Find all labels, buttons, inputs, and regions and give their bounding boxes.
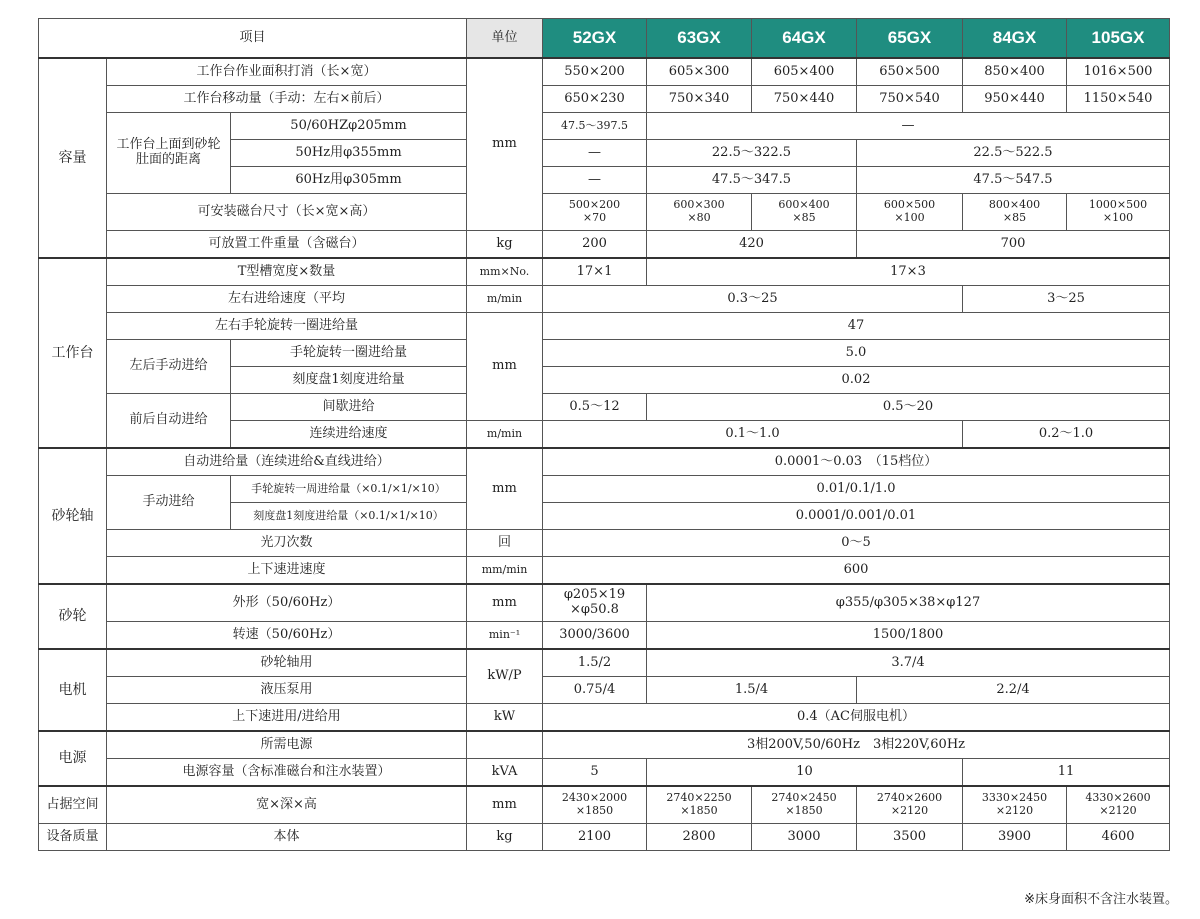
value-cell: 11 [963, 759, 1170, 787]
value-cell: 0.3～25 [543, 286, 963, 313]
row-label: 可放置工件重量（含磁台） [107, 231, 467, 259]
row-label: 本体 [107, 824, 467, 851]
value-cell: 0.02 [543, 367, 1170, 394]
value-cell: 3～25 [963, 286, 1170, 313]
table-row [39, 394, 1170, 421]
table-row [39, 557, 1170, 585]
value-cell: 700 [857, 231, 1170, 259]
table-row [39, 786, 1170, 824]
value-cell: 650×500 [857, 58, 963, 86]
unit-cell: kW/P [467, 649, 543, 704]
value-cell: 1150×540 [1067, 86, 1170, 113]
header-row [39, 19, 1170, 59]
unit-cell [467, 731, 543, 759]
unit-cell: m/min [467, 421, 543, 449]
group-worktable: 工作台 [39, 258, 107, 448]
sub-label: 50/60HZφ205mm [231, 113, 467, 140]
spec-table [38, 18, 1170, 851]
unit-cell: kVA [467, 759, 543, 787]
row-label: 砂轮轴用 [107, 649, 467, 677]
value-cell: 47.5～397.5 [543, 113, 647, 140]
unit-cell: mm [467, 786, 543, 824]
value-cell: 3330×2450 ×2120 [963, 786, 1067, 824]
unit-cell: mm [467, 584, 543, 622]
group-spindle: 砂轮轴 [39, 448, 107, 584]
value-cell: 2.2/4 [857, 677, 1170, 704]
table-row [39, 194, 1170, 231]
model-105gx: 105GX [1067, 19, 1170, 59]
row-label: 光刀次数 [107, 530, 467, 557]
unit-cell: mm [467, 448, 543, 530]
row-label: 所需电源 [107, 731, 467, 759]
table-row [39, 258, 1170, 286]
row-label: 外形（50/60Hz） [107, 584, 467, 622]
table-row [39, 704, 1170, 732]
group-space: 占据空间 [39, 786, 107, 824]
sub-label: 60Hz用φ305mm [231, 167, 467, 194]
unit-header: 单位 [467, 19, 543, 59]
row-label: 液压泵用 [107, 677, 467, 704]
unit-cell: kg [467, 231, 543, 259]
value-cell: 47.5～347.5 [647, 167, 857, 194]
table-row [39, 622, 1170, 650]
model-65gx: 65GX [857, 19, 963, 59]
value-cell: 17×3 [647, 258, 1170, 286]
table-row [39, 286, 1170, 313]
group-wheel: 砂轮 [39, 584, 107, 649]
row-label: T型槽宽度×数量 [107, 258, 467, 286]
value-cell: 0.0001/0.001/0.01 [543, 503, 1170, 530]
value-cell: 650×230 [543, 86, 647, 113]
value-cell: 4330×2600 ×2120 [1067, 786, 1170, 824]
value-cell: 0.75/4 [543, 677, 647, 704]
model-64gx: 64GX [752, 19, 857, 59]
row-label: 自动进给量（连续进给&直线进给） [107, 448, 467, 476]
table-row [39, 649, 1170, 677]
value-cell: 3000/3600 [543, 622, 647, 650]
value-cell: 600×500 ×100 [857, 194, 963, 231]
value-cell: 1.5/2 [543, 649, 647, 677]
value-cell: — [647, 113, 1170, 140]
table-row [39, 530, 1170, 557]
sub-label: 手轮旋转一周进给量（×0.1/×1/×10） [231, 476, 467, 503]
value-cell: 3相200V,50/60Hz 3相220V,60Hz [543, 731, 1170, 759]
table-row [39, 824, 1170, 851]
value-cell: — [543, 167, 647, 194]
value-cell: 2430×2000 ×1850 [543, 786, 647, 824]
row-label: 转速（50/60Hz） [107, 622, 467, 650]
row-label: 可安装磁台尺寸（长×宽×高） [107, 194, 467, 231]
table-row [39, 231, 1170, 259]
sub-label: 刻度盘1刻度进给量（×0.1/×1/×10） [231, 503, 467, 530]
item-header: 项目 [39, 19, 467, 59]
value-cell: 950×440 [963, 86, 1067, 113]
value-cell: 0～5 [543, 530, 1170, 557]
value-cell: 5.0 [543, 340, 1170, 367]
value-cell: 0.0001～0.03 （15档位） [543, 448, 1170, 476]
value-cell: 200 [543, 231, 647, 259]
value-cell: φ205×19 ×φ50.8 [543, 584, 647, 622]
value-cell: 750×440 [752, 86, 857, 113]
row-label: 工作台移动量（手动：左右×前后） [107, 86, 467, 113]
value-cell: 600×300 ×80 [647, 194, 752, 231]
value-cell: 4600 [1067, 824, 1170, 851]
footnote: ※床身面积不含注水装置。 [1024, 892, 1178, 907]
table-row [39, 448, 1170, 476]
model-52gx: 52GX [543, 19, 647, 59]
value-cell: 3500 [857, 824, 963, 851]
table-row [39, 677, 1170, 704]
value-cell: 500×200 ×70 [543, 194, 647, 231]
unit-cell: mm×No. [467, 258, 543, 286]
sub-label: 间歇进给 [231, 394, 467, 421]
value-cell: 0.4（AC伺服电机） [543, 704, 1170, 732]
value-cell: 3000 [752, 824, 857, 851]
row-label: 宽×深×高 [107, 786, 467, 824]
value-cell: 0.1～1.0 [543, 421, 963, 449]
value-cell: 850×400 [963, 58, 1067, 86]
row-label: 上下速进用/进给用 [107, 704, 467, 732]
value-cell: 2740×2600 ×2120 [857, 786, 963, 824]
row-label: 手动进给 [107, 476, 231, 530]
table-row [39, 731, 1170, 759]
value-cell: 47 [543, 313, 1170, 340]
value-cell: 2740×2450 ×1850 [752, 786, 857, 824]
value-cell: 0.5～20 [647, 394, 1170, 421]
value-cell: 22.5～322.5 [647, 140, 857, 167]
group-power: 电源 [39, 731, 107, 786]
row-label: 工作台上面到砂轮肚面的距离 [107, 113, 231, 194]
model-84gx: 84GX [963, 19, 1067, 59]
group-capacity: 容量 [39, 58, 107, 258]
table-row [39, 313, 1170, 340]
sub-label: 50Hz用φ355mm [231, 140, 467, 167]
row-label: 工作台作业面积打消（长×宽） [107, 58, 467, 86]
table-row [39, 759, 1170, 787]
value-cell: 47.5～547.5 [857, 167, 1170, 194]
group-mass: 设备质量 [39, 824, 107, 851]
value-cell: 5 [543, 759, 647, 787]
value-cell: 600×400 ×85 [752, 194, 857, 231]
value-cell: 1.5/4 [647, 677, 857, 704]
value-cell: 3900 [963, 824, 1067, 851]
value-cell: 17×1 [543, 258, 647, 286]
sub-label: 连续进给速度 [231, 421, 467, 449]
unit-cell: mm [467, 58, 543, 231]
unit-cell: m/min [467, 286, 543, 313]
table-row [39, 58, 1170, 86]
unit-cell: mm [467, 313, 543, 421]
value-cell: 1000×500 ×100 [1067, 194, 1170, 231]
value-cell: 0.2～1.0 [963, 421, 1170, 449]
value-cell: 550×200 [543, 58, 647, 86]
value-cell: 0.01/0.1/1.0 [543, 476, 1170, 503]
unit-cell: kW [467, 704, 543, 732]
unit-cell: min⁻¹ [467, 622, 543, 650]
value-cell: 750×540 [857, 86, 963, 113]
sub-label: 手轮旋转一圈进给量 [231, 340, 467, 367]
value-cell: φ355/φ305×38×φ127 [647, 584, 1170, 622]
unit-cell: 回 [467, 530, 543, 557]
row-label: 上下速进速度 [107, 557, 467, 585]
row-label: 左右进给速度（平均 [107, 286, 467, 313]
table-row [39, 584, 1170, 622]
table-row [39, 340, 1170, 367]
value-cell: 0.5～12 [543, 394, 647, 421]
value-cell: 2100 [543, 824, 647, 851]
value-cell: 605×400 [752, 58, 857, 86]
value-cell: 2740×2250 ×1850 [647, 786, 752, 824]
value-cell: 22.5～522.5 [857, 140, 1170, 167]
row-label: 左后手动进给 [107, 340, 231, 394]
value-cell: 2800 [647, 824, 752, 851]
value-cell: — [543, 140, 647, 167]
value-cell: 600 [543, 557, 1170, 585]
value-cell: 1500/1800 [647, 622, 1170, 650]
row-label: 前后自动进给 [107, 394, 231, 449]
value-cell: 605×300 [647, 58, 752, 86]
sub-label: 刻度盘1刻度进给量 [231, 367, 467, 394]
value-cell: 1016×500 [1067, 58, 1170, 86]
value-cell: 3.7/4 [647, 649, 1170, 677]
table-row [39, 113, 1170, 140]
group-motor: 电机 [39, 649, 107, 731]
value-cell: 420 [647, 231, 857, 259]
row-label: 左右手轮旋转一圈进给量 [107, 313, 467, 340]
unit-cell: kg [467, 824, 543, 851]
value-cell: 750×340 [647, 86, 752, 113]
model-63gx: 63GX [647, 19, 752, 59]
table-row [39, 476, 1170, 503]
value-cell: 800×400 ×85 [963, 194, 1067, 231]
table-row [39, 86, 1170, 113]
row-label: 电源容量（含标准磁台和注水装置） [107, 759, 467, 787]
unit-cell: mm/min [467, 557, 543, 585]
value-cell: 10 [647, 759, 963, 787]
